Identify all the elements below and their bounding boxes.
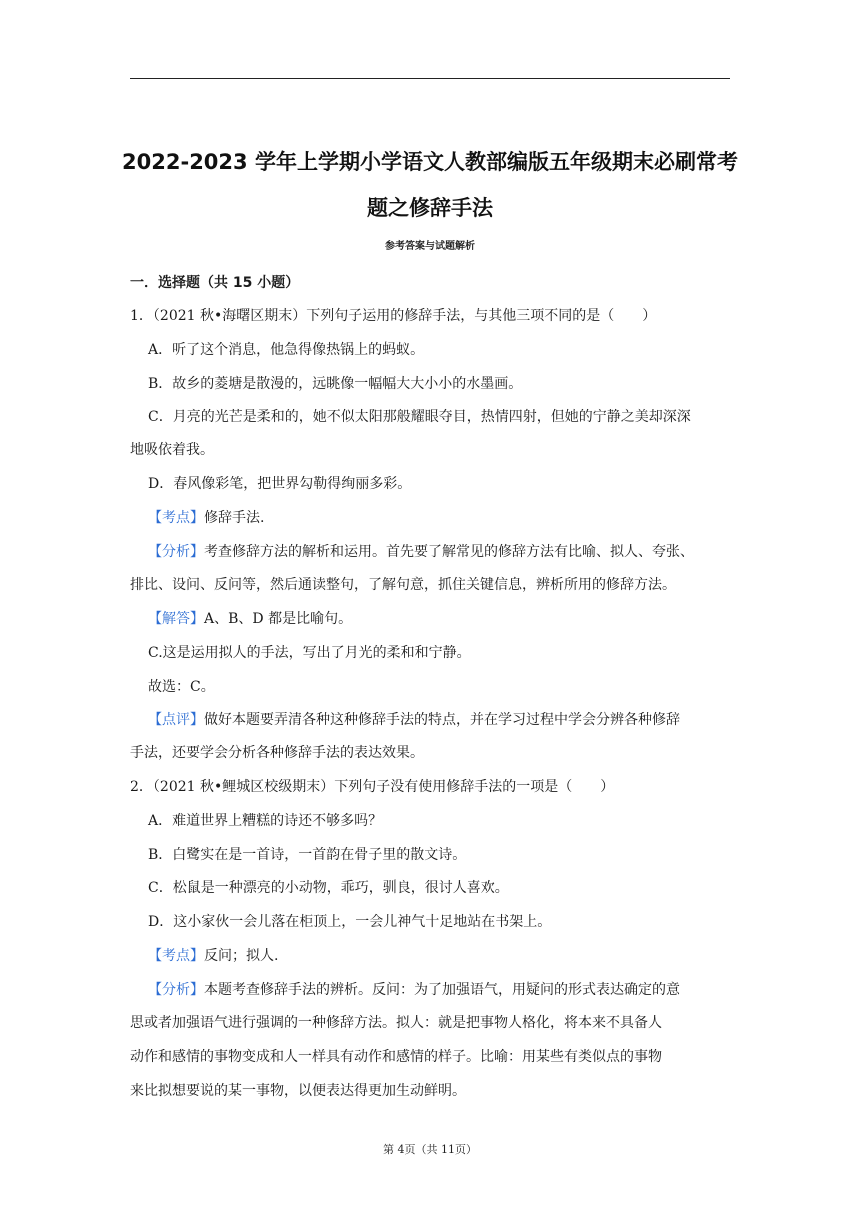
fenxi-text: 本题考查修辞手法的辨析。反问：为了加强语气，用疑问的形式表达确定的意 xyxy=(204,982,680,998)
question-1-dianping xyxy=(148,709,680,729)
question-1-kaodian xyxy=(148,507,264,527)
question-1-stem: 1．（2021 秋•海曙区期末）下列句子运用的修辞手法，与其他三项不同的是（ ） xyxy=(130,308,657,324)
question-2-fenxi xyxy=(148,979,680,999)
question-2-option-c: C．松鼠是一种漂亮的小动物，乖巧，驯良，很讨人喜欢。 xyxy=(148,880,509,896)
question-1-option-a: A．听了这个消息，他急得像热锅上的蚂蚁。 xyxy=(148,342,425,358)
question-2-option-d: D．这小家伙一会儿落在柜顶上，一会儿神气十足地站在书架上。 xyxy=(148,914,552,930)
dianping-tag: 【点评】 xyxy=(148,712,204,728)
page-number-footer: 第 4页（共 11页） xyxy=(383,1143,477,1156)
question-1-jieda xyxy=(148,608,352,628)
question-1-answer: 故选：C。 xyxy=(148,679,215,695)
question-2-kaodian xyxy=(148,945,278,965)
question-2-fenxi-line-4: 来比拟想要说的某一事物，以便表达得更加生动鲜明。 xyxy=(130,1083,466,1099)
kaodian-text: 反问；拟人. xyxy=(204,948,279,964)
question-1-option-c-continued: 地吸依着我。 xyxy=(130,442,214,458)
kaodian-tag: 【考点】 xyxy=(148,510,204,526)
question-2-fenxi-line-3: 动作和感情的事物变成和人一样具有动作和感情的样子。比喻：用某些有类似点的事物 xyxy=(130,1049,662,1065)
document-title-line-2: 题之修辞手法 xyxy=(367,196,493,220)
question-1-fenxi xyxy=(148,541,694,561)
question-2-fenxi-line-2: 思或者加强语气进行强调的一种修辞方法。拟人：就是把事物人格化，将本来不具备人 xyxy=(130,1015,662,1031)
question-1-option-d: D．春风像彩笔，把世界勾勒得绚丽多彩。 xyxy=(148,476,412,492)
section-heading: 一．选择题（共 15 小题） xyxy=(130,275,300,291)
question-1-option-c: C．月亮的光芒是柔和的，她不似太阳那般耀眼夺目，热情四射，但她的宁静之美却深深 xyxy=(148,409,691,425)
document-title-line-1: 2022-2023 学年上学期小学语文人教部编版五年级期末必刷常考 xyxy=(122,150,738,174)
fenxi-tag: 【分析】 xyxy=(148,544,204,560)
question-1-option-b: B．故乡的菱塘是散漫的，远眺像一幅幅大大小小的水墨画。 xyxy=(148,376,523,392)
fenxi-tag: 【分析】 xyxy=(148,982,204,998)
header-rule xyxy=(130,78,730,79)
question-2-stem: 2．（2021 秋•鲤城区校级期末）下列句子没有使用修辞手法的一项是（ ） xyxy=(130,779,615,795)
dianping-text: 做好本题要弄清各种这种修辞手法的特点，并在学习过程中学会分辨各种修辞 xyxy=(204,712,680,728)
question-1-dianping-continued: 手法，还要学会分析各种修辞手法的表达效果。 xyxy=(130,745,424,761)
document-subtitle: 参考答案与试题解析 xyxy=(385,241,475,252)
question-2-option-b: B．白鹭实在是一首诗，一首韵在骨子里的散文诗。 xyxy=(148,847,467,863)
kaodian-text: 修辞手法. xyxy=(204,510,265,526)
question-1-fenxi-continued: 排比、设问、反问等，然后通读整句，了解句意，抓住关键信息，辨析所用的修辞方法。 xyxy=(130,577,676,593)
kaodian-tag: 【考点】 xyxy=(148,948,204,964)
jieda-text: A、B、D 都是比喻句。 xyxy=(204,611,353,627)
question-1-jieda-line-2: C.这是运用拟人的手法，写出了月光的柔和和宁静。 xyxy=(148,645,471,661)
jieda-tag: 【解答】 xyxy=(148,611,204,627)
fenxi-text: 考查修辞方法的解析和运用。首先要了解常见的修辞方法有比喻、拟人、夸张、 xyxy=(204,544,694,560)
question-2-option-a: A．难道世界上糟糕的诗还不够多吗？ xyxy=(148,813,383,829)
